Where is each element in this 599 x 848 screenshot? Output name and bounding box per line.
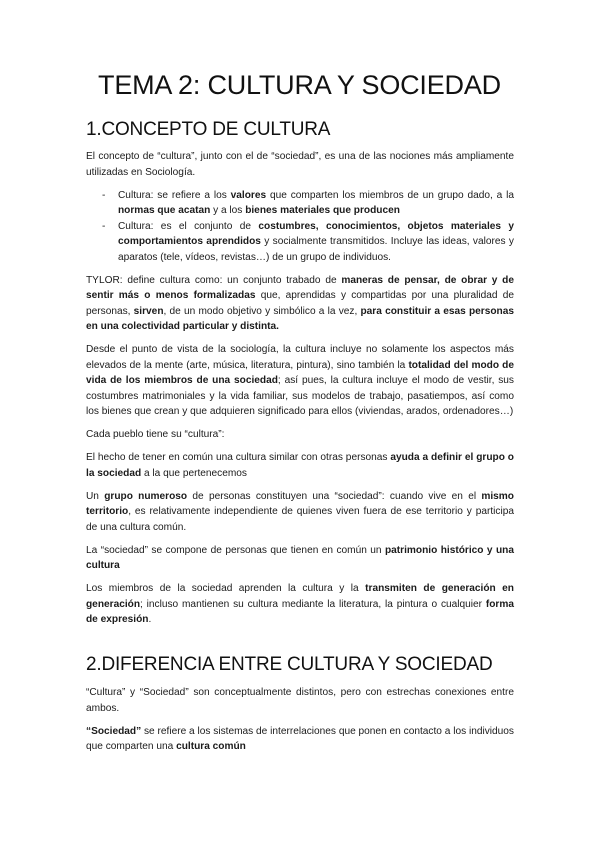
section-heading-concepto: 1.CONCEPTO DE CULTURA: [86, 119, 331, 140]
text-run: y socialmente transmitidos. Incluye las ideas, valores y aparatos (tele, vídeos, revistas…) de un grupo de individuos.: [118, 236, 514, 263]
bold-text: cultura común: [176, 741, 246, 752]
text-run: de personas constituyen una “sociedad”: cuando vive en el: [187, 490, 482, 502]
text-run: se refiere a los sistemas de interrelaciones que ponen en contacto a los individuos que comparten una: [86, 725, 514, 752]
text-run: que comparten los miembros de un grupo dado, a la: [266, 189, 514, 201]
bold-text: patrimonio histórico y una cultura: [86, 544, 514, 571]
text-run: que, aprendidas y compartidas por una pluralidad de personas,: [86, 290, 514, 317]
bold-text: valores: [230, 189, 267, 201]
section-body-concepto: [86, 149, 514, 635]
bold-text: para constituir a esas personas en una colectividad particular y distinta.: [86, 305, 514, 332]
paragraph-miembros: [86, 581, 514, 628]
paragraph-hecho: [86, 450, 514, 481]
bold-text: bienes materiales que producen: [245, 205, 400, 216]
bold-text: grupo numeroso: [104, 490, 188, 502]
bold-text: costumbres, conocimientos, objetos materiales y comportamientos aprendidos: [118, 220, 515, 247]
bold-text: maneras de pensar, de obrar y de sentir más o menos formalizadas: [86, 274, 514, 301]
bold-text: transmiten de generación en generación: [86, 583, 514, 610]
text-run: a la que pertenecemos: [141, 467, 247, 479]
text-run: , de un modo objetivo y simbólico a la vez,: [163, 305, 361, 317]
text-run: La “sociedad” se compone de personas que tienen en común un: [86, 544, 385, 556]
bold-text: normas que acatan: [118, 205, 211, 216]
page-title: TEMA 2: CULTURA Y SOCIEDAD: [98, 70, 501, 100]
list-dash: -: [102, 220, 106, 232]
text-run: Los miembros de la sociedad aprenden la cultura y la: [86, 583, 366, 594]
section-body-diferencia: [86, 685, 514, 762]
paragraph-sociedad: [86, 724, 514, 755]
bold-text: “Sociedad”: [86, 725, 142, 737]
text-run: , es relativamente independiente de quienes viven fuera de ese territorio y participa de una cultura común.: [86, 506, 514, 533]
bold-text: totalidad del modo de vida de los miembros de una sociedad: [86, 359, 514, 386]
bold-text: forma de expresión: [86, 598, 514, 625]
text-run: ; así pues, la cultura incluye el modo de vestir, sus costumbres matrimoniales y la vida familiar, sus modelos de trabajo, pasatiempos, así como los bienes que crean y que adquieren significado para ellos (viviendas, arados, ordenadores…): [86, 375, 514, 417]
paragraph-tylor: [86, 273, 514, 335]
text-run: Cultura: es el conjunto de: [118, 220, 259, 232]
text-run: y a los: [210, 205, 246, 216]
list-dash: -: [102, 189, 106, 201]
text-run: Cultura: se refiere a los: [118, 189, 231, 201]
list-item: [86, 188, 514, 219]
paragraph-conceptos: “Cultura” y “Sociedad” son conceptualmente distintos, pero con estrechas conexiones entre ambos.: [86, 687, 514, 714]
text-run: Un: [86, 490, 105, 502]
list-item: [86, 219, 514, 266]
text-run: El hecho de tener en común una cultura similar con otras personas: [86, 452, 391, 463]
paragraph-pueblo: Cada pueblo tiene su “cultura”:: [86, 429, 225, 440]
text-run: ; incluso mantienen su cultura mediante la literatura, la pintura o cualquier: [140, 598, 486, 610]
paragraph-intro: El concepto de “cultura”, junto con el de “sociedad”, es una de las nociones más ampliamente utilizadas en Sociología.: [86, 151, 514, 178]
paragraph-sociologia: [86, 342, 514, 420]
text-run: TYLOR: define cultura como: un conjunto trabado de: [86, 274, 342, 286]
text-run: .: [148, 614, 152, 625]
section-heading-diferencia: 2.DIFERENCIA ENTRE CULTURA Y SOCIEDAD: [86, 654, 493, 675]
text-run: Desde el punto de vista de la sociología, la cultura incluye no solamente los aspectos más elevados de la mente (arte, música, literatura, pintura), sino también la: [86, 344, 514, 371]
paragraph-compone: [86, 543, 514, 574]
bold-text: ayuda a definir el grupo o la sociedad: [86, 452, 514, 479]
bold-text: sirven: [133, 305, 164, 317]
bold-text: mismo territorio: [86, 490, 514, 517]
definition-list: [86, 188, 514, 266]
paragraph-grupo: [86, 489, 514, 536]
